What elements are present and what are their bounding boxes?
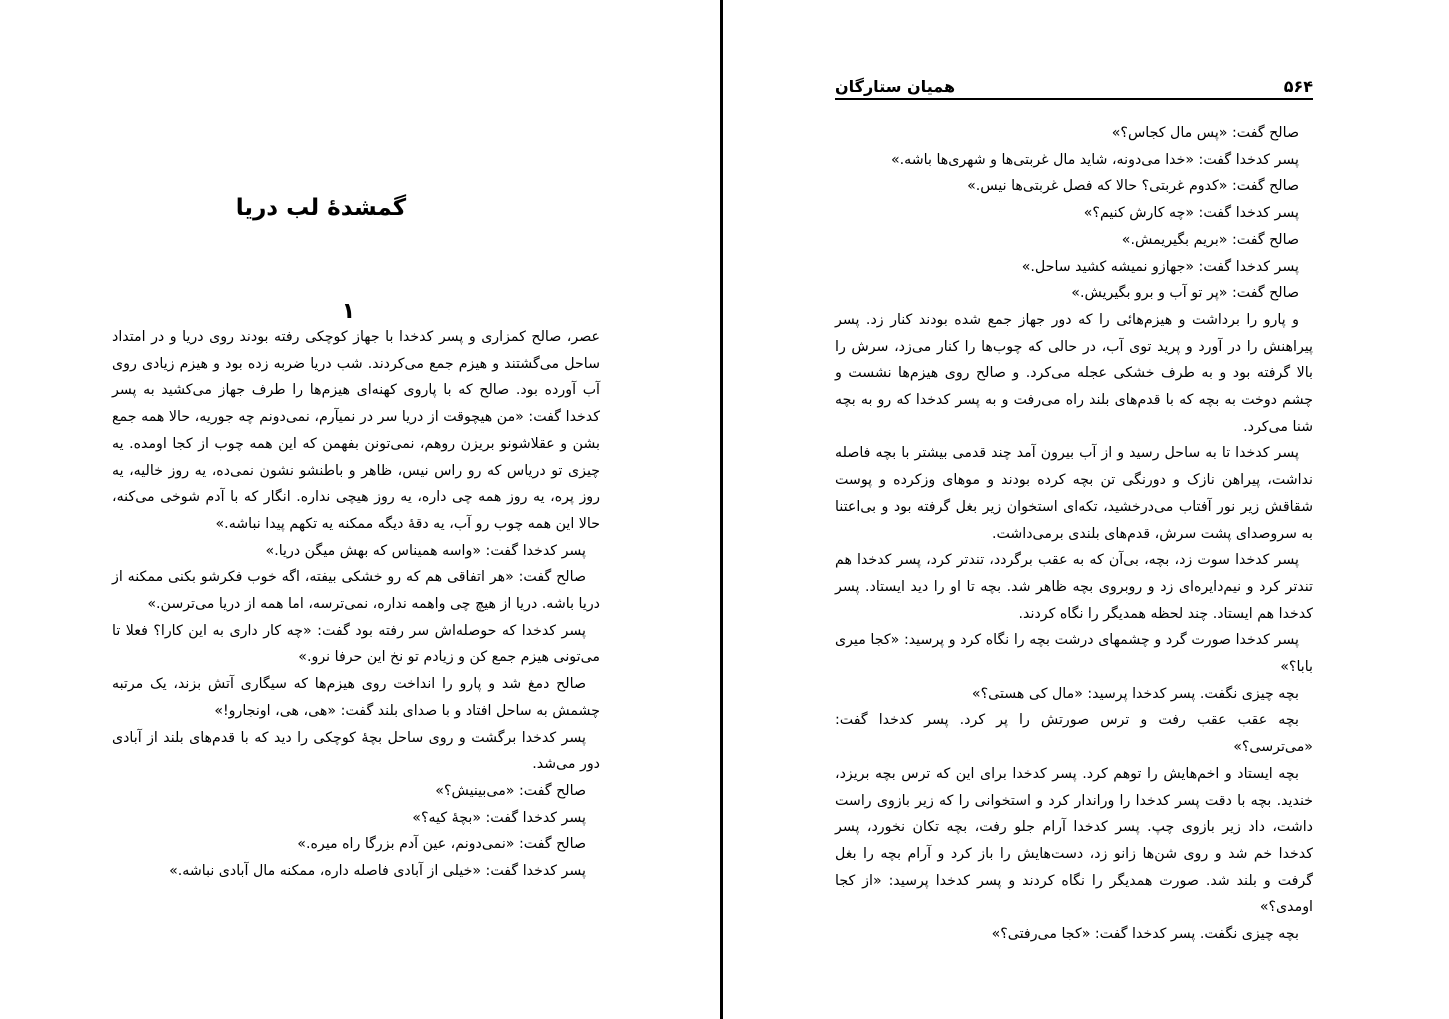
right-page-body <box>835 120 1313 948</box>
story-title: گمشدهٔ لب دریا <box>235 195 407 221</box>
paragraph: صالح گفت: «پر تو آب و برو بگیریش.» <box>1071 285 1299 302</box>
paragraph: پسر کدخدا گفت: «چه کارش کنیم؟» <box>1083 205 1299 222</box>
header-rule <box>835 98 1313 100</box>
paragraph: صالح گفت: «می‌بینیش؟» <box>435 782 586 799</box>
book-spine <box>720 0 723 1019</box>
paragraph: پسر کدخدا که حوصله‌اش سر رفته بود گفت: «چه کار داری به این کارا؟ فعلا تا می‌تونی هیزم جمع کن و زیادم تو نخ این حرفا نرو.» <box>112 622 600 666</box>
running-header <box>835 70 1313 96</box>
page-number: ۵۶۴ <box>1283 77 1313 96</box>
paragraph: بچه عقب عقب رفت و ترس صورتش را پر کرد. پسر کدخدا گفت: «می‌ترسی؟» <box>835 712 1313 756</box>
paragraph: پسر کدخدا گفت: «جهازو نمیشه کشید ساحل.» <box>1021 258 1299 275</box>
paragraph: بچه چیزی نگفت. پسر کدخدا پرسید: «مال کی هستی؟» <box>971 685 1299 702</box>
paragraph: صالح گفت: «بریم بگیریمش.» <box>1121 231 1299 248</box>
left-page <box>112 195 600 885</box>
paragraph: بچه ایستاد و اخم‌هایش را توهم کرد. پسر کدخدا برای این که ترس بچه بریزد، خندید. بچه با دقت پسر کدخدا را وراندار کرد و استخوانی را که زیر بازوی راست داشت، داد زیر بازوی چپ. پسر کدخدا آرام جلو رفت، بچه تکان نخورد، پسر کدخدا خم شد و روی شن‌ها زانو زد، دست‌هایش را باز کرد و آرام بچه را بغل گرفت و بلند شد. صورت همدیگر را نگاه کردند و پسر کدخدا پرسید: «از کجا اومدی؟» <box>835 765 1313 916</box>
paragraph: بچه چیزی نگفت. پسر کدخدا گفت: «کجا می‌رفتی؟» <box>991 926 1299 943</box>
paragraph: عصر، صالح کمزاری و پسر کدخدا با جهاز کوچکی رفته بودند روی دریا و در امتداد ساحل می‌گشتند و هیزم جمع می‌کردند. شب دریا ضربه زده بود و هیزم زیادی روی آب آورده بود. صالح که با پاروی کهنه‌ای هیزم‌ها را طرف جهاز می‌کشید به پسر کدخدا گفت: «من هیچوقت از دریا سر در نمیآرم، نمی‌دونم چه جوریه، حالا همه جمع بشن و عقلاشونو بریزن روهم، نمی‌تونن بفهمن که این همه چوب از کجا اومده. یه چیزی تو دریاس که رو راس نیس، ظاهر و باطنشو نشون نمی‌ده، یه روز خالیه، یه روز پره، یه روز همه چی داره، یه روز هیچی نداره. انگار که با آدم شوخی می‌کنه، حالا این همه چوب رو آب، یه دقهٔ دیگه ممکنه یه تکهم پیدا نباشه.» <box>112 329 600 532</box>
paragraph: پسر کدخدا صورت گرد و چشمهای درشت بچه را نگاه کرد و پرسید: «کجا میری بابا؟» <box>835 632 1313 676</box>
paragraph: پسر کدخدا گفت: «خدا می‌دونه، شاید مال غربتی‌ها و شهری‌ها باشه.» <box>890 151 1299 168</box>
right-page <box>835 70 1313 948</box>
paragraph: صالح گفت: «نمی‌دونم، عین آدم بزرگا راه میره.» <box>297 836 586 853</box>
running-title: همیان ستارگان <box>835 77 956 96</box>
paragraph: و پارو را برداشت و هیزم‌هائی را که دور جهاز جمع شده بودند کنار زد. پسر پیراهنش را در آورد و پرید توی آب، در حالی که چوب‌ها را کنار می‌زد، سرش را بالا گرفته بود و به طرف خشکی عجله می‌کرد. و صالح روی هیزم‌ها نشست و چشم دوخت به بچه که با قدم‌های بلند راه می‌رفت و به پسر کدخدا که رو به بچه شنا می‌کرد. <box>835 311 1313 435</box>
paragraph: پسر کدخدا گفت: «خیلی از آبادی فاصله داره، ممکنه مال آبادی نباشه.» <box>169 863 586 880</box>
paragraph: صالح دمغ شد و پارو را انداخت روی هیزم‌ها که سیگاری آتش بزند، یک مرتبه چشمش به ساحل افتاد و با صدای بلند گفت: «هی، هی، اونجارو!» <box>112 676 600 719</box>
paragraph: پسر کدخدا تا به ساحل رسید و از آب بیرون آمد چند قدمی بیشتر با بچه فاصله نداشت، پیراهن نازک و دورنگی تن بچه کرده بودند و موهای وزکرده و پوست شقاقش زیر نور آفتاب می‌درخشید، تکه‌ای استخوان زیر بغل گرفته بود و بی‌اعتنا به سروصدای پشت سرش، قدم‌های بلندی برمی‌داشت. <box>835 445 1313 542</box>
paragraph: پسر کدخدا برگشت و روی ساحل بچهٔ کوچکی را دید که با قدم‌های بلند از آبادی دور می‌شد. <box>112 729 600 773</box>
left-page-body <box>112 324 600 885</box>
paragraph: صالح گفت: «پس مال کجاس؟» <box>1111 125 1299 141</box>
paragraph: پسر کدخدا سوت زد، بچه، بی‌آن که به عقب برگردد، تندتر کرد، پسر کدخدا هم تندتر کرد و نیم‌دایره‌ای زد و روبروی بچه ظاهر شد. بچه تا او را دید ایستاد. پسر کدخدا هم ایستاد. چند لحظه همدیگر را نگاه کردند. <box>835 552 1313 622</box>
chapter-number: ۱ <box>341 299 356 324</box>
paragraph: صالح گفت: «کدوم غربتی؟ حالا که فصل غربتی‌ها نیس.» <box>967 178 1299 195</box>
paragraph: پسر کدخدا گفت: «بچهٔ کیه؟» <box>412 809 586 826</box>
paragraph: پسر کدخدا گفت: «واسه همیناس که بهش میگن دریا.» <box>265 542 586 559</box>
paragraph: صالح گفت: «هر اتفاقی هم که رو خشکی بیفته، اگه خوب فکرشو بکنی ممکنه از دریا باشه. دریا از هیچ چی واهمه نداره، نمی‌ترسه، اما همه از دریا می‌ترسن.» <box>112 569 600 613</box>
